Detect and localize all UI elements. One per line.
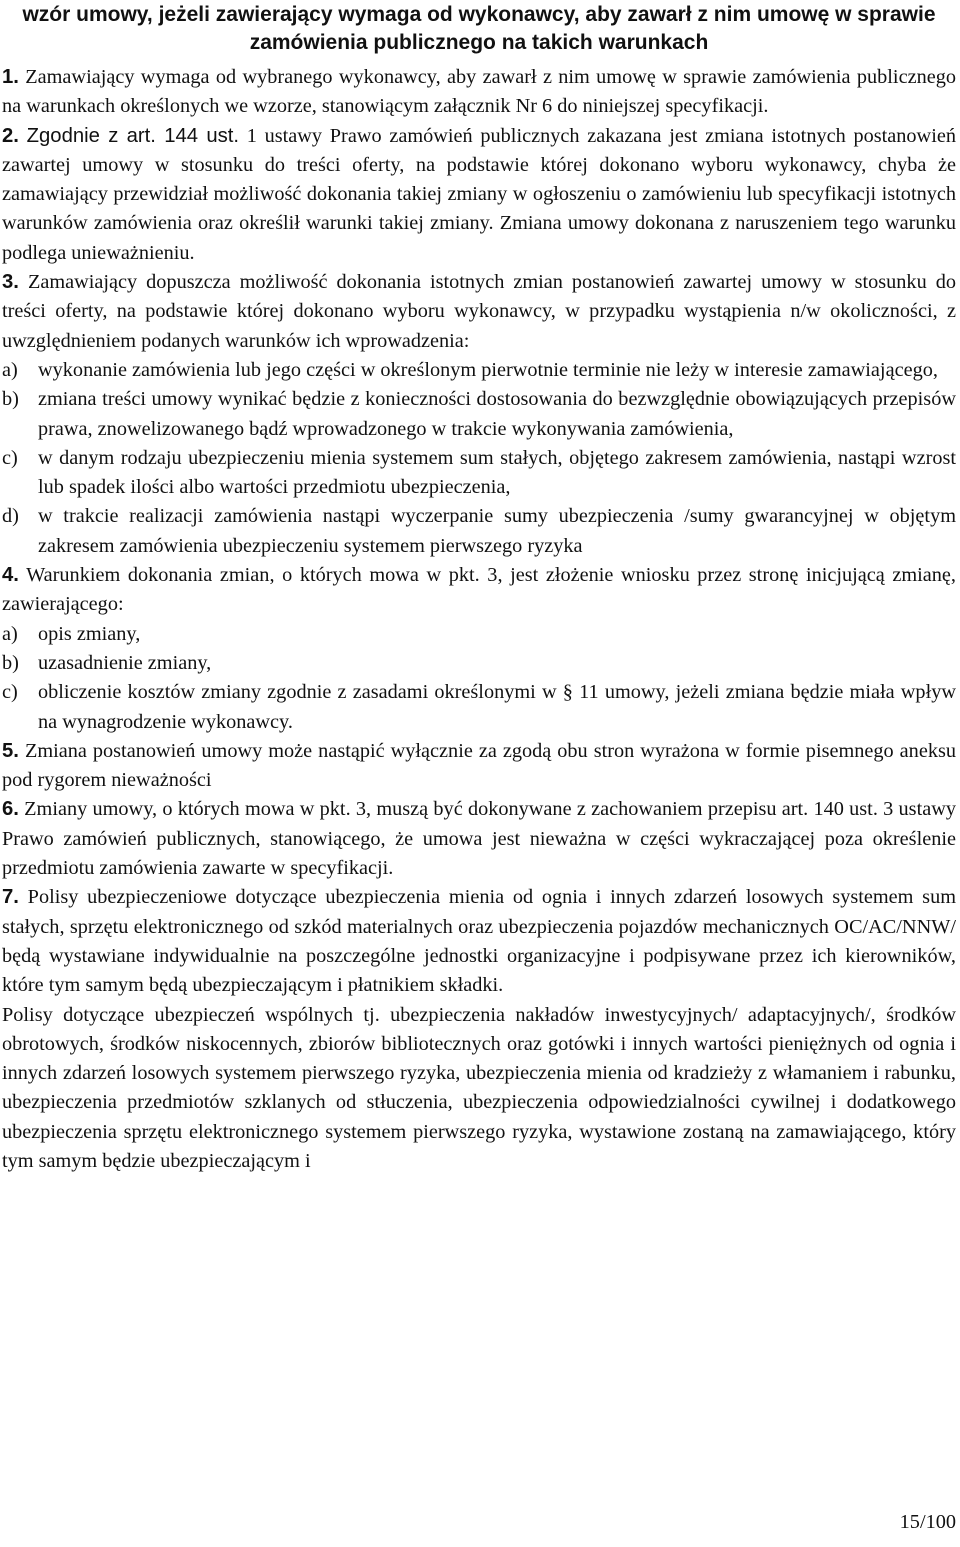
list-item-text: obliczenie kosztów zmiany zgodnie z zasadami określonymi w § 11 umowy, jeżeli zmiana będzie miała wpływ na wynagrodzenie wykonawcy.: [38, 681, 956, 733]
list-item: [2, 649, 956, 678]
list-item-label: c): [2, 446, 18, 469]
paragraph-number: 6.: [2, 798, 19, 821]
list-item-text: w trakcie realizacji zamówienia nastąpi wyczerpanie sumy ubezpieczenia /sumy gwarancyjnej w objętym zakresem zamówienia ubezpieczeniu systemem pierwszego ryzyka: [38, 505, 956, 557]
page-number: 15/100: [899, 1511, 956, 1533]
list-item-text: w danym rodzaju ubezpieczeniu mienia systemem sum stałych, objętego zakresem zamówienia, nastąpi wzrost lub spadek ilości albo wartości przedmiotu ubezpieczenia,: [38, 446, 956, 499]
list-item: [2, 444, 956, 503]
list-item-text: opis zmiany,: [38, 622, 141, 645]
section-heading: wzór umowy, jeżeli zawierający wymaga od wykonawcy, aby zawarł z nim umowę w sprawie zamówienia publicznego na takich warunkach: [22, 3, 936, 54]
paragraph-number: 2.: [2, 124, 19, 147]
paragraph-number: 5.: [2, 739, 19, 762]
paragraph-text: Zamawiający wymaga od wybranego wykonawcy, aby zawarł z nim umowę w sprawie zamówienia publicznego na warunkach określonych we wzorze, stanowiącym załącznik Nr 6 do niniejszej specyfikacji.: [2, 66, 956, 118]
list-item-label: b): [2, 388, 19, 411]
list-item-label: d): [2, 505, 19, 528]
list-item: [2, 385, 956, 444]
paragraph-number: 4.: [2, 564, 19, 587]
paragraph-2: [2, 122, 956, 268]
paragraph-lead: Zgodnie z art. 144 ust.: [26, 124, 240, 147]
paragraph-number: 1.: [2, 66, 19, 88]
list-item-text: uzasadnienie zmiany,: [38, 651, 212, 674]
paragraph-number: 3.: [2, 271, 19, 294]
paragraph-3: [2, 268, 956, 356]
paragraph-6: [2, 795, 956, 883]
paragraph-text: 1 ustawy Prawo zamówień publicznych zakazana jest zmiana istotnych postanowień zawartej umowy w stosunku do treści oferty, na podstawie której dokonano wyboru wykonawcy, chyba że zamawiający przewidział możliwość dokonania takiej zmiany w ogłoszeniu o zamówieniu lub specyfikacji istotnych warunków zamówienia oraz określił warunki takiej zmiany. Zmiana umowy dokonana z naruszeniem tego warunku podlega unieważnieniu.: [2, 124, 956, 264]
list-item-label: a): [2, 358, 18, 381]
paragraph-text: Warunkiem dokonania zmian, o których mowa w pkt. 3, jest złożenie wniosku przez stronę inicjującą zmianę, zawierającego:: [2, 564, 956, 616]
paragraph-4: [2, 561, 956, 620]
list-item-text: wykonanie zamówienia lub jego części w określonym pierwotnie terminie nie leży w interesie zamawiającego,: [38, 358, 938, 381]
paragraph-8: [2, 1001, 956, 1177]
list-item: [2, 356, 956, 385]
list-item-text: zmiana treści umowy wynikać będzie z konieczności dostosowania do bezwzględnie obowiązujących przepisów prawa, znowelizowanego bądź wprowadzonego w trakcie wykonywania zamówienia,: [38, 388, 956, 440]
paragraph-7: [2, 883, 956, 1000]
list-item-label: b): [2, 651, 19, 674]
paragraph-text: Polisy ubezpieczeniowe dotyczące ubezpieczenia mienia od ognia i innych zdarzeń losowych systemem sum stałych, sprzętu elektronicznego od szkód materialnych oraz ubezpieczenia pojazdów mechanicznych OC/AC/NNW/ będą wystawiane indywidualnie na poszczególne jednostki organizacyjne i podpisywane przez ich kierowników, które tym samym będą ubezpieczającym i płatnikiem składki.: [2, 886, 956, 997]
paragraph-text: Zmiany umowy, o których mowa w pkt. 3, muszą być dokonywane z zachowaniem przepisu art. 140 ust. 3 ustawy Prawo zamówień publicznych, stanowiącego, że umowa jest nieważna w części wykraczającej poza określenie przedmiotu zamówienia zawarte w specyfikacji.: [2, 798, 956, 880]
list-item: [2, 620, 956, 649]
list-item-label: a): [2, 622, 18, 645]
list-item: [2, 502, 956, 561]
paragraph-text: Zamawiający dopuszcza możliwość dokonania istotnych zmian postanowień zawartej umowy w stosunku do treści oferty, na podstawie której dokonano wyboru wykonawcy, w przypadku wystąpienia n/w okoliczności, z uwzględnieniem podanych warunków ich wprowadzenia:: [2, 271, 956, 352]
document-page: [2, 0, 956, 1176]
paragraph-text: Polisy dotyczące ubezpieczeń wspólnych tj. ubezpieczenia nakładów inwestycyjnych/ adaptacyjnych/, środków obrotowych, środków niskocennych, zbiorów bibliotecznych oraz gotówki i innych wartości pieniężnych od ognia i innych zdarzeń losowych systemem pierwszego ryzyka, ubezpieczenia mienia od kradzieży z włamaniem i rabunku, ubezpieczenia przedmiotów szklanych od stłuczenia, ubezpieczenia odpowiedzialności cywilnej i dodatkowego ubezpieczenia sprzętu elektronicznego systemem pierwszego ryzyka, wystawione zostaną na zamawiającego, który tym samym będzie ubezpieczającym i: [2, 1003, 956, 1172]
paragraph-1: [2, 63, 956, 122]
list-item-label: c): [2, 681, 18, 704]
paragraph-number: 7.: [2, 886, 19, 909]
paragraph-5: [2, 737, 956, 796]
paragraph-text: Zmiana postanowień umowy może nastąpić wyłącznie za zgodą obu stron wyrażona w formie pisemnego aneksu pod rygorem nieważności: [2, 739, 956, 792]
list-item: [2, 678, 956, 737]
